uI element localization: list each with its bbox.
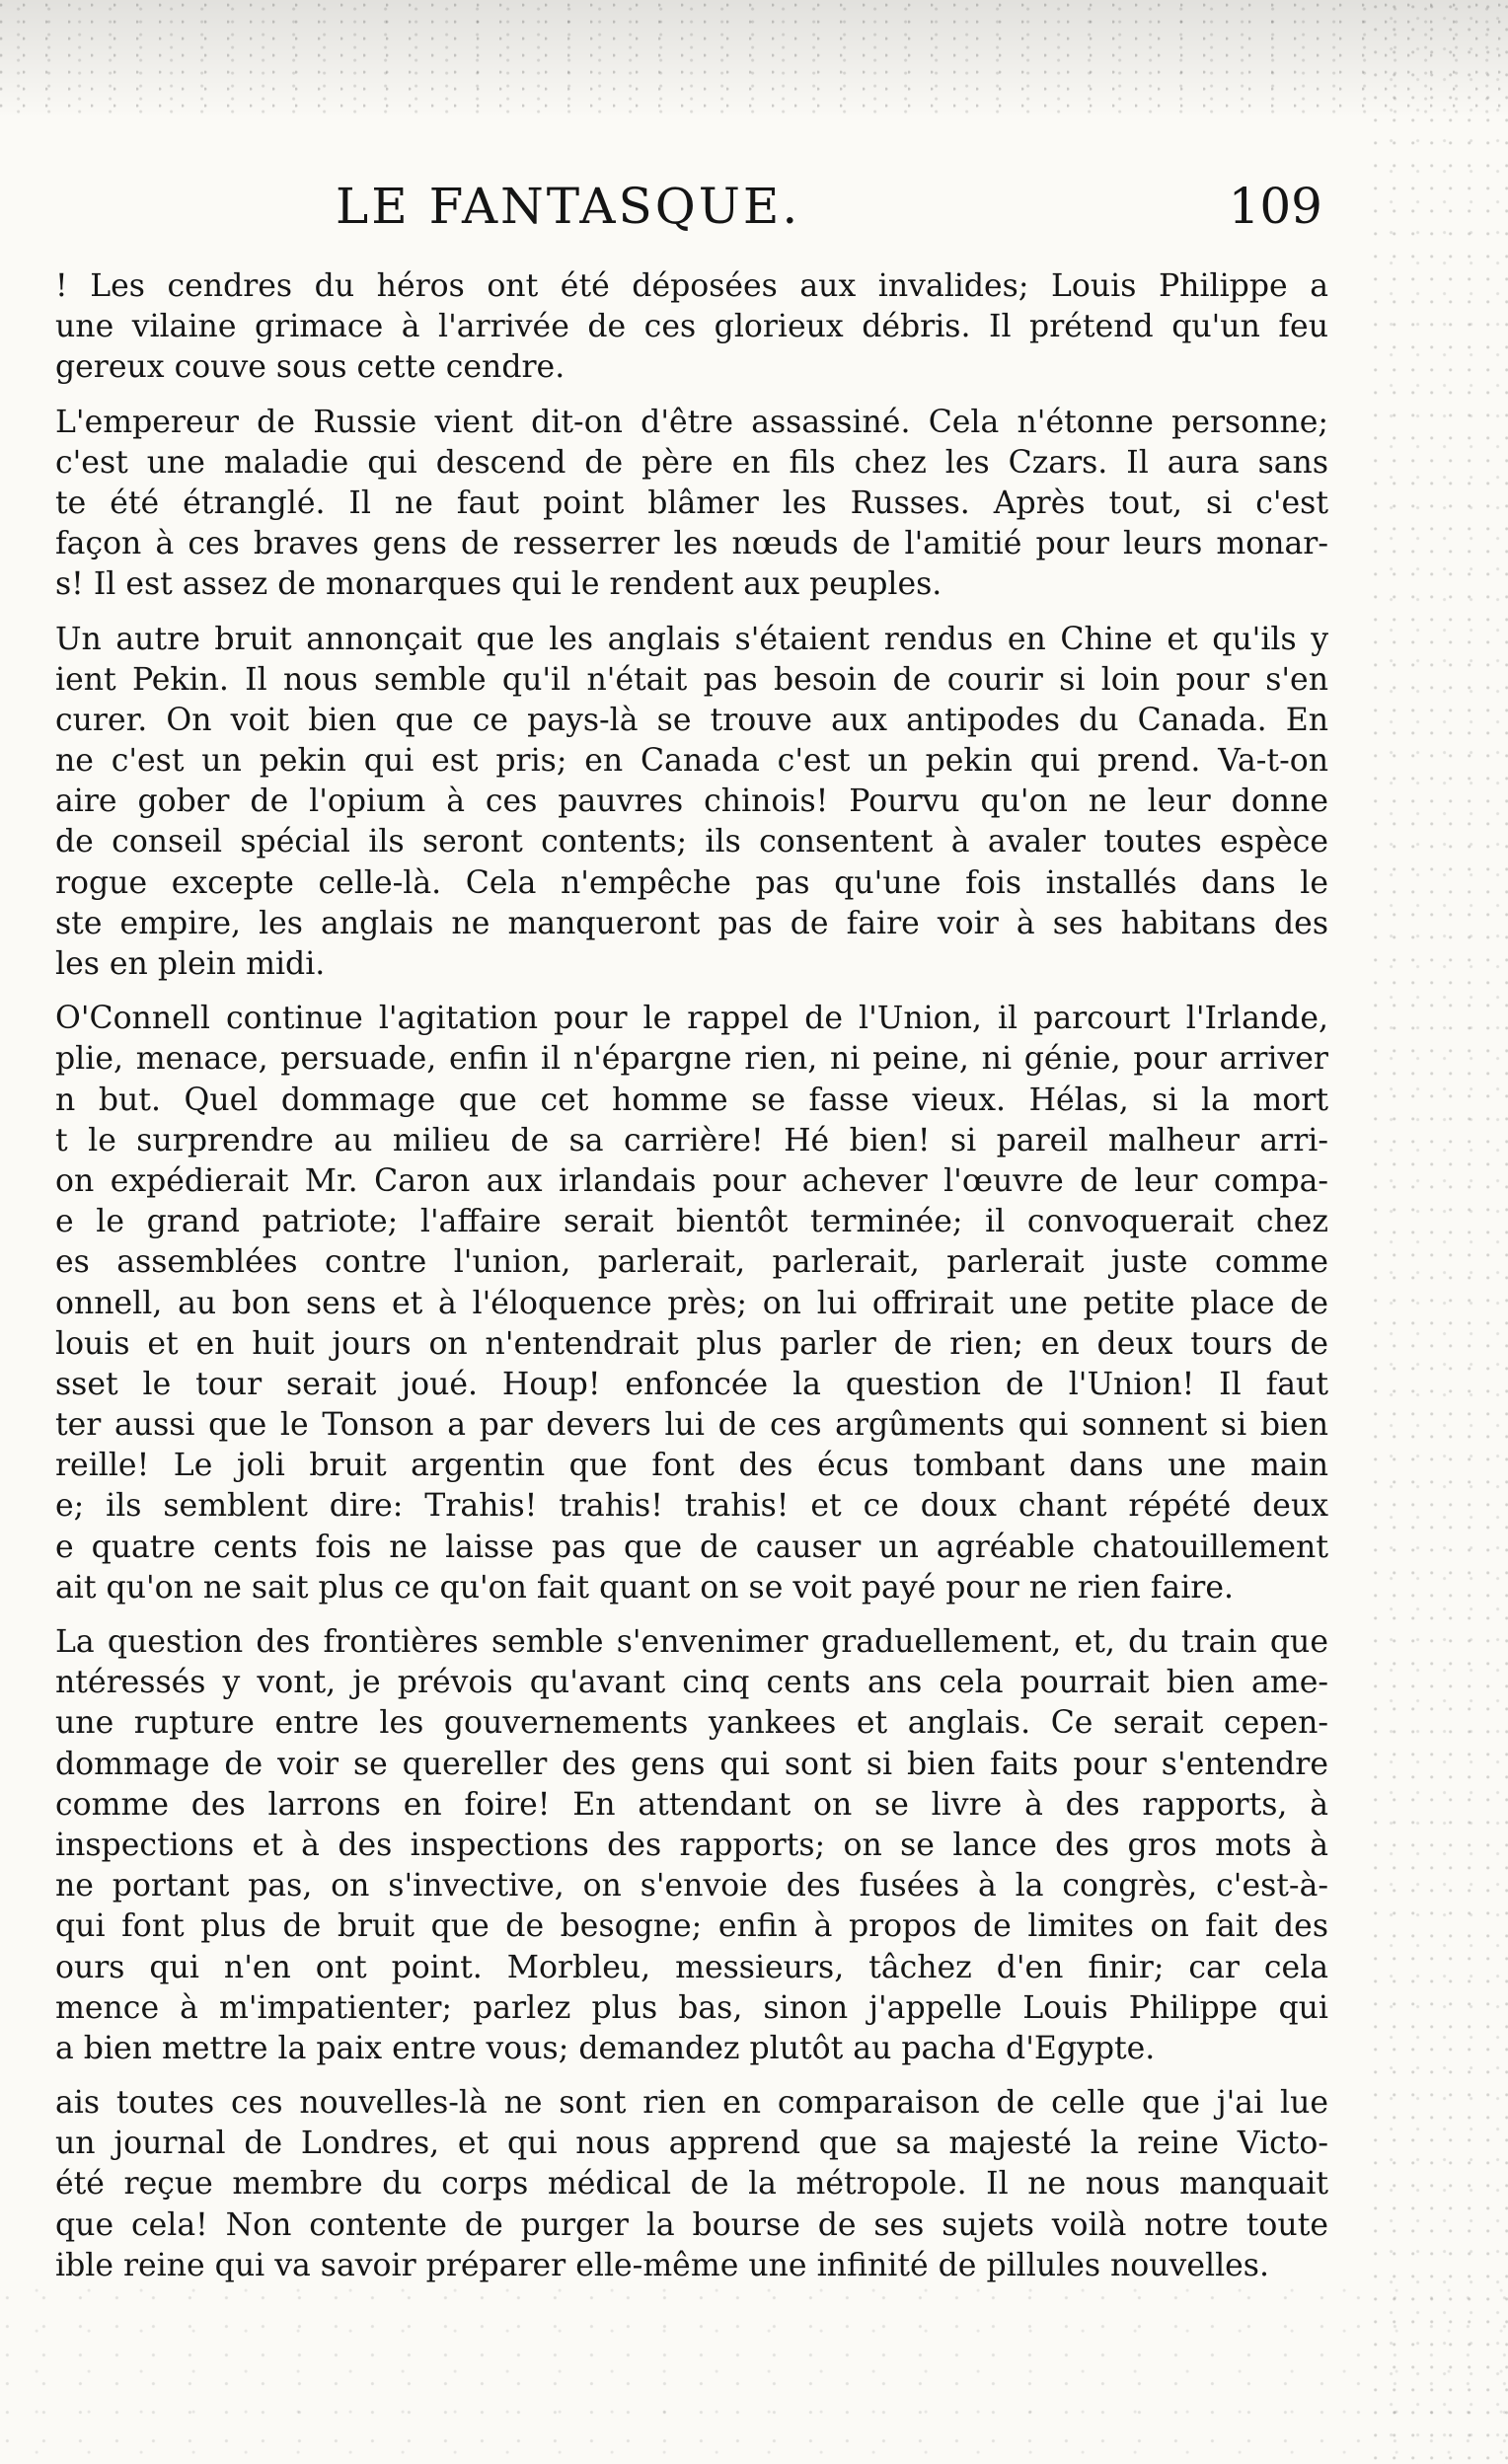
text-line: n but. Quel dommage que cet homme se fasse vieux. Hélas, si la mort — [55, 1082, 1328, 1118]
text-line: reille! Le joli bruit argentin que font des écus tombant dans une main — [55, 1448, 1328, 1484]
text-line: t le surprendre au milieu de sa carrière! Hé bien! si pareil malheur arri- — [55, 1122, 1328, 1158]
text-line: une vilaine grimace à l'arrivée de ces glorieux débris. Il prétend qu'un feu — [55, 309, 1328, 345]
text-line: inspections et à des inspections des rapports; on se lance des gros mots à — [55, 1827, 1328, 1863]
text-line: ne portant pas, on s'invective, on s'envoie des fusées à la congrès, c'est-à- — [55, 1868, 1328, 1904]
text-line: façon à ces braves gens de resserrer les nœuds de l'amitié pour leurs monar- — [55, 526, 1328, 562]
text-line: ter aussi que le Tonson a par devers lui de ces argûments qui sonnent si bien — [55, 1407, 1328, 1444]
text-line: que cela! Non contente de purger la bourse de ses sujets voilà notre toute — [55, 2206, 1328, 2243]
text-line: es assemblées contre l'union, parlerait, parlerait, parlerait juste comme — [55, 1244, 1328, 1281]
text-line: un journal de Londres, et qui nous apprend que sa majesté la reine Victo- — [55, 2126, 1328, 2162]
text-line: L'empereur de Russie vient dit-on d'être assassiné. Cela n'étonne personne; — [55, 404, 1328, 440]
paragraph-gap — [55, 1608, 1328, 1622]
text-line: plie, menace, persuade, enfin il n'épargne rien, ni peine, ni génie, pour arriver — [55, 1041, 1328, 1078]
text-line: ible reine qui va savoir préparer elle-même une infinité de pillules nouvelles. — [55, 2247, 1269, 2283]
page-header — [336, 178, 1322, 247]
text-line: Un autre bruit annonçait que les anglais s'étaient rendus en Chine et qu'ils y — [55, 621, 1328, 657]
text-line: de conseil spécial ils seront contents; ils consentent à avaler toutes espèce — [55, 824, 1328, 860]
text-line: s! Il est assez de monarques qui le rendent aux peuples. — [55, 566, 942, 603]
paragraph-gap — [55, 606, 1328, 620]
text-line: te été étranglé. Il ne faut point blâmer les Russes. Après tout, si c'est — [55, 485, 1328, 521]
text-line: e quatre cents fois ne laisse pas que de causer un agréable chatouillement — [55, 1529, 1328, 1565]
paragraph — [55, 266, 1328, 389]
paragraph — [55, 1622, 1328, 2069]
text-line: c'est une maladie qui descend de père en fils chez les Czars. Il aura sans — [55, 444, 1328, 481]
text-line: ste empire, les anglais ne manqueront pas de faire voir à ses habitans des — [55, 905, 1328, 941]
text-line: curer. On voit bien que ce pays-là se trouve aux antipodes du Canada. En — [55, 702, 1328, 738]
bottom-edge-noise — [0, 2286, 1508, 2464]
text-line: qui font plus de bruit que de besogne; enfin à propos de limites on fait des — [55, 1908, 1328, 1945]
top-edge-noise — [0, 0, 1508, 118]
text-line: dommage de voir se quereller des gens qui sont si bien faits pour s'entendre — [55, 1746, 1328, 1782]
page-number: 109 — [1228, 178, 1322, 235]
text-line: mence à m'impatienter; parlez plus bas, sinon j'appelle Louis Philippe qui — [55, 1989, 1328, 2026]
text-line: gereux couve sous cette cendre. — [55, 349, 566, 386]
text-line: ait qu'on ne sait plus ce qu'on fait quant on se voit payé pour ne rien faire. — [55, 1569, 1235, 1605]
paragraph — [55, 999, 1328, 1608]
text-line: a bien mettre la paix entre vous; demandez plutôt au pacha d'Egypte. — [55, 2030, 1156, 2066]
text-line: e; ils semblent dire: Trahis! trahis! trahis! et ce doux chant répété deux — [55, 1488, 1328, 1525]
text-line: ! Les cendres du héros ont été déposées aux invalides; Louis Philippe a — [55, 268, 1328, 304]
body-text — [55, 266, 1328, 2286]
text-line: e le grand patriote; l'affaire serait bientôt terminée; il convoquerait chez — [55, 1204, 1328, 1240]
text-line: ntéressés y vont, je prévois qu'avant cinq cents ans cela pourrait bien ame- — [55, 1665, 1328, 1701]
paragraph-gap — [55, 2069, 1328, 2083]
paragraph — [55, 403, 1328, 606]
text-line: ient Pekin. Il nous semble qu'il n'était pas besoin de courir si loin pour s'en — [55, 661, 1328, 698]
text-line: La question des frontières semble s'envenimer graduellement, et, du train que — [55, 1624, 1328, 1660]
text-line: rogue excepte celle-là. Cela n'empêche pas qu'une fois installés dans le — [55, 864, 1328, 901]
paragraph — [55, 2083, 1328, 2286]
text-line: comme des larrons en foire! En attendant on se livre à des rapports, à — [55, 1786, 1328, 1823]
right-edge-noise — [1370, 0, 1508, 2464]
text-line: sset le tour serait joué. Houp! enfoncée la question de l'Union! Il faut — [55, 1366, 1328, 1402]
text-line: louis et en huit jours on n'entendrait plus parler de rien; en deux tours de — [55, 1325, 1328, 1362]
text-line: ours qui n'en ont point. Morbleu, messieurs, tâchez d'en finir; car cela — [55, 1949, 1328, 1985]
running-title: LE FANTASQUE. — [336, 178, 801, 235]
paragraph — [55, 620, 1328, 986]
paragraph-gap — [55, 389, 1328, 403]
text-line: ne c'est un pekin qui est pris; en Canada c'est un pekin qui prend. Va-t-on — [55, 743, 1328, 780]
text-line: onnell, au bon sens et à l'éloquence près; on lui offrirait une petite place de — [55, 1285, 1328, 1321]
text-line: aire gober de l'opium à ces pauvres chinois! Pourvu qu'on ne leur donne — [55, 784, 1328, 820]
text-line: été reçue membre du corps médical de la métropole. Il ne nous manquait — [55, 2166, 1328, 2203]
text-line: une rupture entre les gouvernements yankees et anglais. Ce serait cepen- — [55, 1705, 1328, 1742]
text-line: on expédierait Mr. Caron aux irlandais pour achever l'œuvre de leur compa- — [55, 1162, 1328, 1199]
paragraph-gap — [55, 985, 1328, 999]
text-line: O'Connell continue l'agitation pour le rappel de l'Union, il parcourt l'Irlande, — [55, 1001, 1328, 1037]
text-line: ais toutes ces nouvelles-là ne sont rien en comparaison de celle que j'ai lue — [55, 2085, 1328, 2122]
text-line: les en plein midi. — [55, 946, 326, 982]
